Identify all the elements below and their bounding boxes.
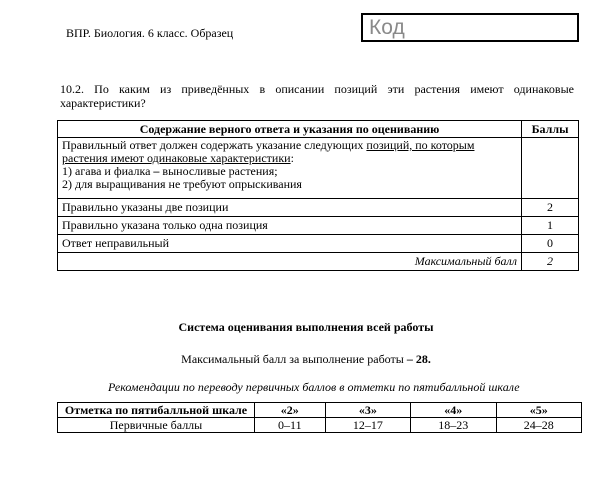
score-row — [58, 199, 579, 217]
score-row-value: 0 — [522, 235, 579, 253]
system-max-value: – 28. — [406, 352, 431, 366]
score-row — [58, 235, 579, 253]
score-row-label: Правильно указана только одна позиция — [58, 217, 522, 235]
score-row — [58, 217, 579, 235]
system-max-text: Максимальный балл за выполнение работы — [181, 352, 407, 366]
points-cell: 12–17 — [325, 418, 410, 433]
answer-content-cell — [58, 138, 522, 199]
code-box — [361, 13, 579, 42]
points-cell: 18–23 — [411, 418, 496, 433]
points-row — [58, 418, 582, 433]
system-title: Система оценивания выполнения всей работы — [178, 320, 434, 334]
answer-line2: растения имеют одинаковые характеристики — [62, 151, 291, 165]
answer-item1-rest: выносливые растения; — [159, 164, 278, 178]
max-score-value: 2 — [522, 253, 579, 271]
question-text: 10.2. По каким из приведённых в описании позиций эти растения имеют одинаковые характеристики? — [60, 82, 574, 110]
header-content: Содержание верного ответа и указания по оцениванию — [58, 121, 522, 138]
grade-cell: «4» — [411, 403, 496, 418]
grade-conversion-table — [57, 402, 582, 433]
grade-cell: «3» — [325, 403, 410, 418]
points-cell: 0–11 — [255, 418, 326, 433]
answer-content-row — [58, 138, 579, 199]
answer-item1-dash: – — [153, 164, 160, 178]
points-cell: 24–28 — [496, 418, 582, 433]
grade-cell: «2» — [255, 403, 326, 418]
score-row-label: Правильно указаны две позиции — [58, 199, 522, 217]
grade-row — [58, 403, 582, 418]
code-label: Код — [369, 16, 405, 39]
answer-score-empty — [522, 138, 579, 199]
answer-line1-underlined: позиций, по которым — [366, 138, 475, 152]
answer-line2-colon: : — [290, 151, 294, 165]
score-row-value: 1 — [522, 217, 579, 235]
grade-cell: «5» — [496, 403, 582, 418]
page-header-title: ВПР. Биология. 6 класс. Образец — [66, 26, 234, 40]
max-score-label: Максимальный балл — [58, 253, 522, 271]
recommendation-text: Рекомендации по переводу первичных баллов в отметки по пятибалльной шкале — [108, 380, 520, 394]
answer-item1: 1) агава и фиалка — [62, 164, 154, 178]
score-row-value: 2 — [522, 199, 579, 217]
max-score-row — [58, 253, 579, 271]
answer-line1: Правильный ответ должен содержать указание следующих — [62, 138, 367, 152]
points-row-label: Первичные баллы — [58, 418, 255, 433]
answer-table-header — [58, 121, 579, 138]
answer-criteria-table — [57, 120, 579, 271]
score-row-label: Ответ неправильный — [58, 235, 522, 253]
system-max-score — [0, 352, 612, 367]
grade-row-label: Отметка по пятибалльной шкале — [58, 403, 255, 418]
header-score: Баллы — [522, 121, 579, 138]
answer-item2: 2) для выращивания не требуют опрыскивания — [62, 177, 302, 191]
